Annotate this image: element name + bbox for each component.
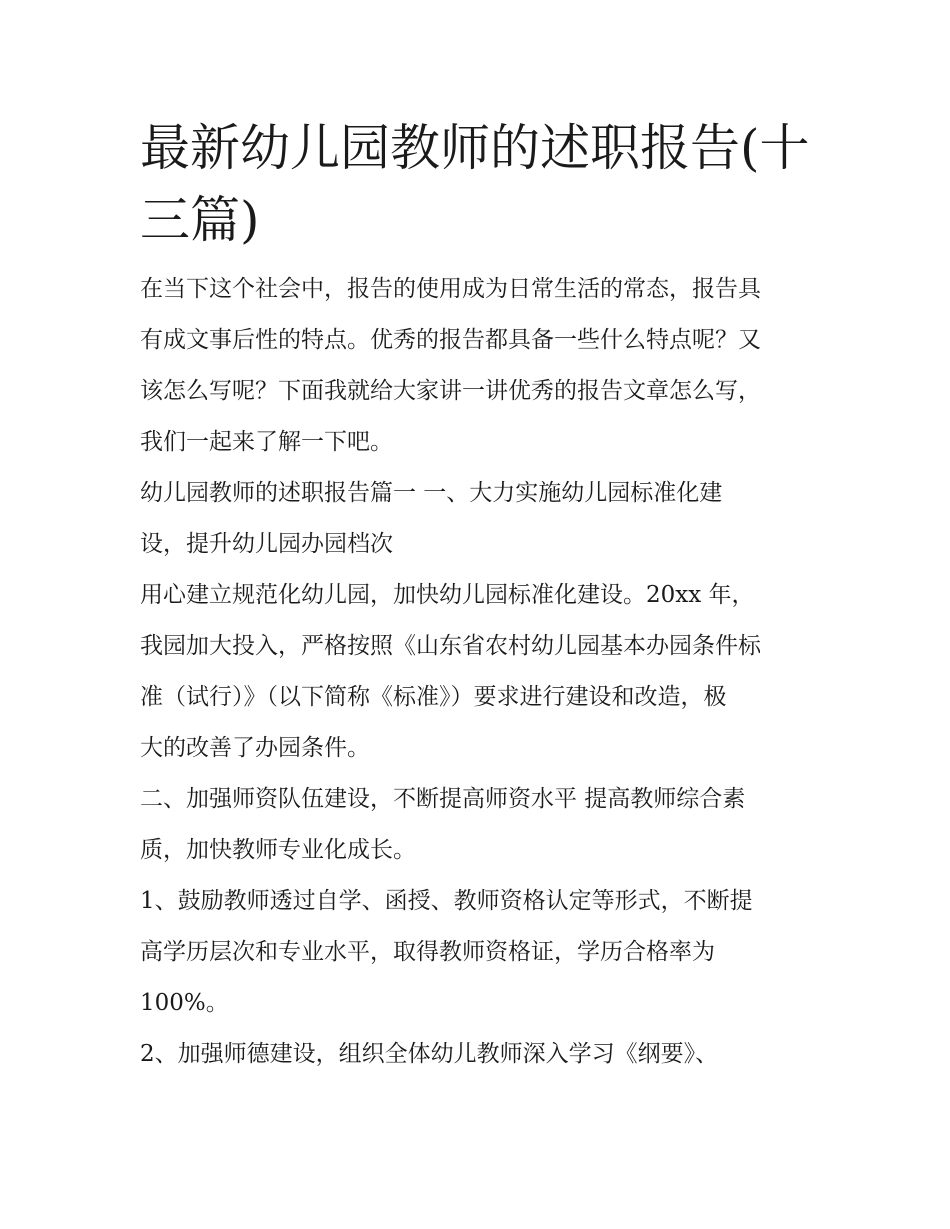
document-body: [140, 264, 812, 1080]
body-line: 高学历层次和专业水平，取得教师资格证，学历合格率为: [140, 939, 715, 965]
body-line: 幼儿园教师的述职报告篇一 一、大力实施幼儿园标准化建: [140, 480, 723, 506]
body-line: 我们一起来了解一下吧。: [140, 429, 393, 455]
body-line: 2、加强师德建设，组织全体幼儿教师深入学习《纲要》、: [140, 1041, 719, 1067]
body-line: 100%。: [140, 990, 229, 1016]
body-line: 大的改善了办园条件。: [140, 735, 370, 761]
document-title: [140, 112, 812, 256]
title-line-1: 最新幼儿园教师的述职报告(十: [140, 119, 810, 177]
body-line: 有成文事后性的特点。优秀的报告都具备一些什么特点呢？又: [140, 327, 761, 353]
title-line-2: 三篇): [140, 191, 260, 249]
body-line: 准（试行）》（以下简称《标准》）要求进行建设和改造，极: [140, 684, 727, 710]
body-line: 该怎么写呢？下面我就给大家讲一讲优秀的报告文章怎么写，: [140, 378, 761, 404]
body-line: 1、鼓励教师透过自学、函授、教师资格认定等形式，不断提: [140, 888, 753, 914]
document-page: [140, 112, 812, 1080]
body-line: 二、加强师资队伍建设，不断提高师资水平 提高教师综合素: [140, 786, 746, 812]
body-line: 质，加快教师专业化成长。: [140, 837, 416, 863]
body-line: 设，提升幼儿园办园档次: [140, 531, 393, 557]
body-line: 用心建立规范化幼儿园，加快幼儿园标准化建设。20xx 年，: [140, 582, 755, 608]
body-line: 我园加大投入，严格按照《山东省农村幼儿园基本办园条件标: [140, 633, 761, 659]
body-line: 在当下这个社会中，报告的使用成为日常生活的常态，报告具: [140, 276, 761, 302]
